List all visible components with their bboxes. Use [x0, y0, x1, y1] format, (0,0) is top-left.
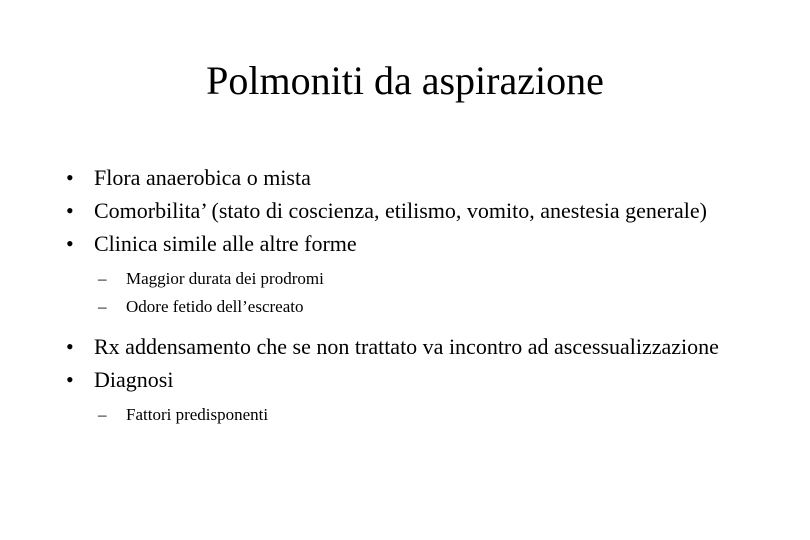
- bullet-list: [66, 163, 766, 426]
- list-item-text: Diagnosi: [94, 367, 174, 392]
- dash-marker: –: [98, 269, 107, 288]
- sub-list-item: [66, 296, 766, 318]
- sub-list-item-text: Odore fetido dell’escreato: [126, 297, 304, 316]
- sub-list-item: [66, 268, 766, 290]
- bullet-marker: •: [66, 165, 74, 190]
- dash-marker: –: [98, 405, 107, 424]
- list-item: [66, 365, 766, 394]
- slide-title: Polmoniti da aspirazione: [206, 58, 604, 103]
- bullet-marker: •: [66, 367, 74, 392]
- list-item: [66, 196, 766, 225]
- sub-list-item: [66, 404, 766, 426]
- list-item: [66, 229, 766, 258]
- dash-marker: –: [98, 297, 107, 316]
- sub-list-item-text: Maggior durata dei prodromi: [126, 269, 324, 288]
- list-item-text: Comorbilita’ (stato di coscienza, etilismo, vomito, anestesia generale): [94, 198, 707, 223]
- bullet-marker: •: [66, 334, 74, 359]
- list-item-text: Rx addensamento che se non trattato va incontro ad ascessualizzazione: [94, 334, 719, 359]
- sub-list-item-text: Fattori predisponenti: [126, 405, 269, 424]
- bullet-marker: •: [66, 198, 74, 223]
- bullet-marker: •: [66, 231, 74, 256]
- list-item: [66, 163, 766, 192]
- list-item-text: Flora anaerobica o mista: [94, 165, 311, 190]
- list-item-text: Clinica simile alle altre forme: [94, 231, 357, 256]
- list-item: [66, 332, 766, 361]
